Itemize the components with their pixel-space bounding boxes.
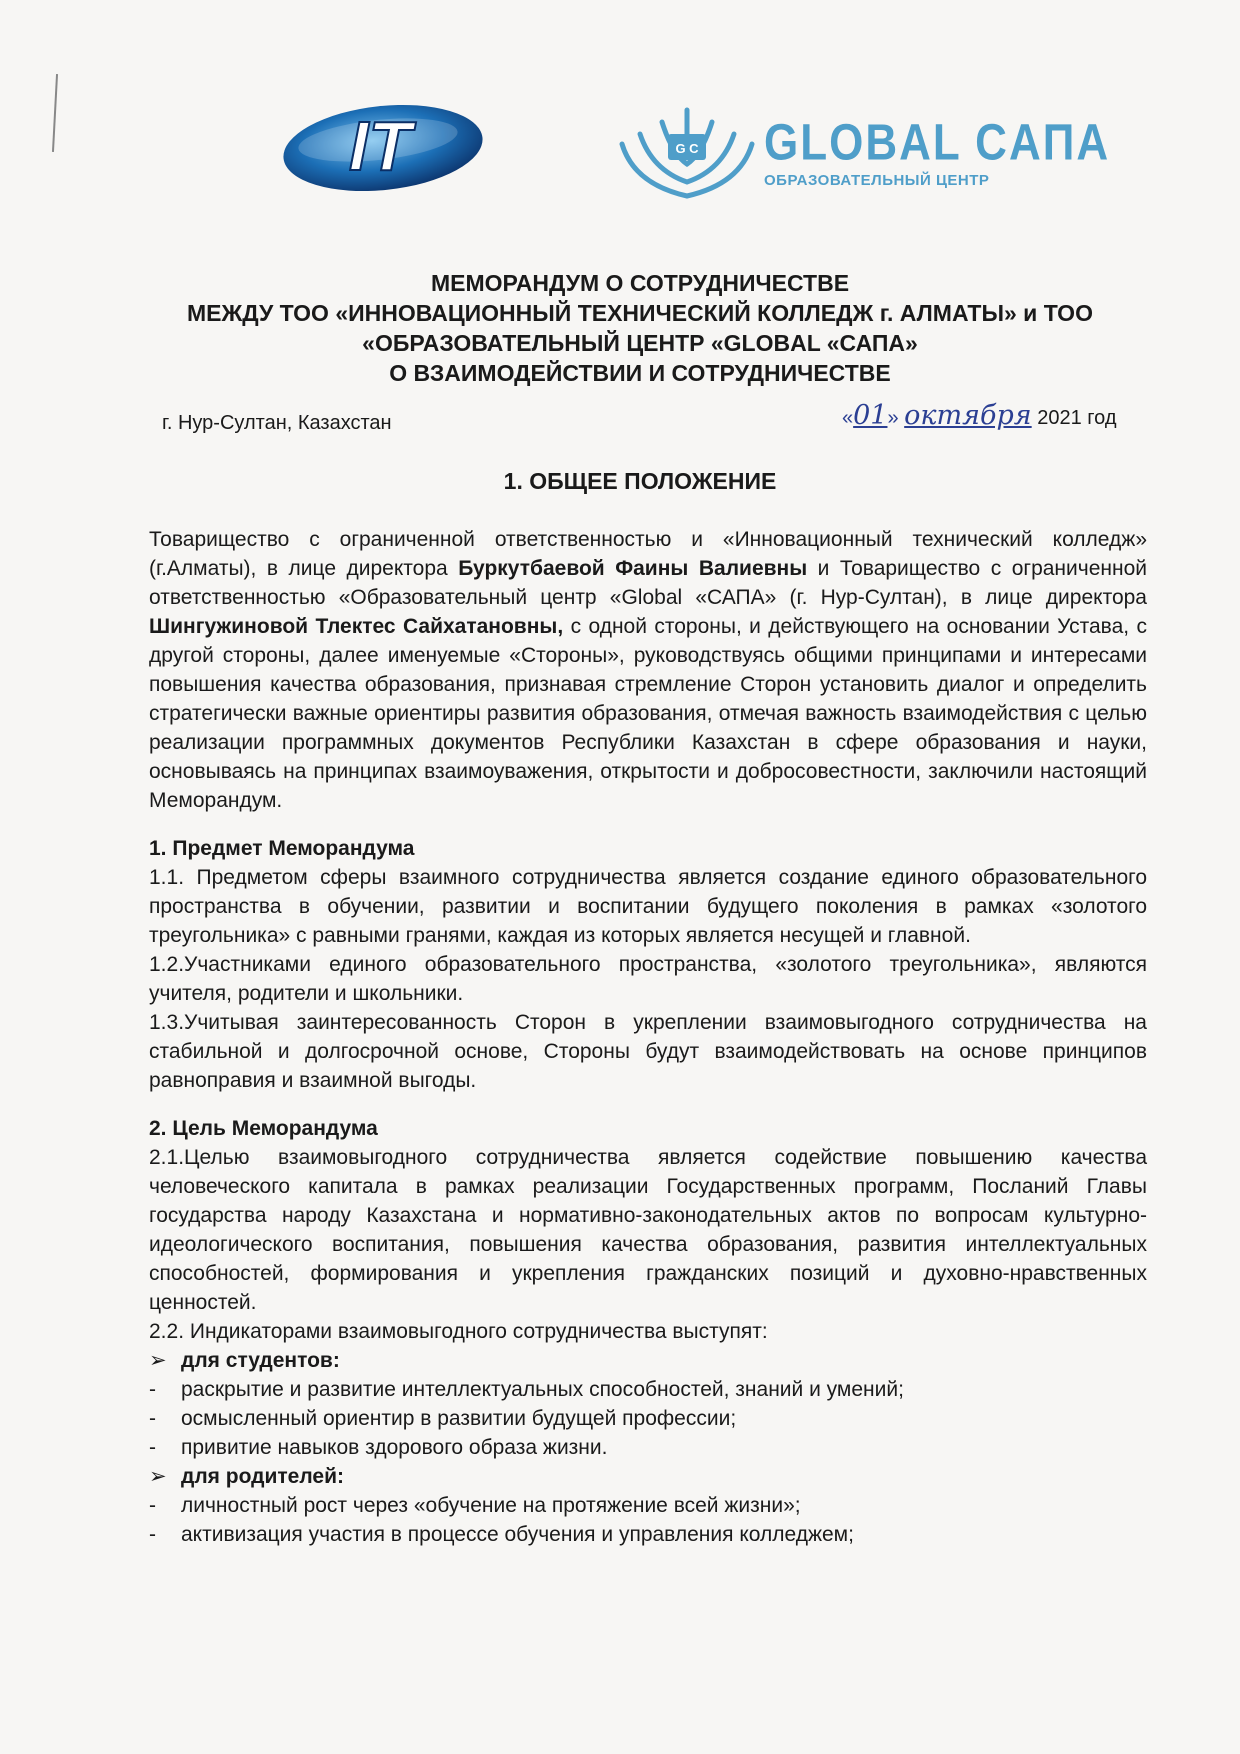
dash-icon: - (149, 1378, 156, 1401)
scan-mark (52, 74, 58, 152)
clause-1-2: 1.2.Участниками единого образовательного пространства, «золотого треугольника», являются учителя, родители и школьники. (149, 953, 1147, 1005)
intro-text-3: с одной стороны, и действующего на основании Устава, с другой стороны, далее именуемые «Стороны», руководствуясь общими принципами и интересами повышения качества образования, признавая стремление Сторон установить диалог и определить стратегически важные ориентиры развития образования, отмечая важность взаимодействия с целью реализации программных документов Республики Казахстан в сфере образования и науки, основываясь на принципах взаимоуважения, открытости и добросовестности, заключили настоящий Меморандум. (149, 615, 1148, 812)
document-body (149, 525, 1147, 1549)
list-item (149, 1520, 1147, 1549)
date-quote-close: » (887, 407, 899, 429)
parent-indicator-2: активизация участия в процессе обучения и управления колледжем; (181, 1523, 854, 1546)
place: г. Нур-Султан, Казахстан (162, 412, 392, 434)
student-indicator-2: осмысленный ориентир в развитии будущей профессии; (181, 1407, 737, 1430)
title-line-2: МЕЖДУ ТОО «ИННОВАЦИОННЫЙ ТЕХНИЧЕСКИЙ КОЛЛЕДЖ г. АЛМАТЫ» и ТОО (187, 300, 1093, 326)
clause-1-1: 1.1. Предметом сферы взаимного сотрудничества является создание единого образовательного пространства в обучении, развитии и воспитании будущего поколения в рамках «золотого треугольника» с равными гранями, каждая из которых является несущей и главной. (149, 866, 1147, 947)
date-month: октября (904, 400, 1032, 431)
list-item (149, 1404, 1147, 1433)
parent-indicator-1: личностный рост через «обучение на протяжение всей жизни»; (181, 1494, 801, 1517)
director-name-1: Буркутбаевой Фаины Валиевны (458, 557, 808, 580)
title-line-3: «ОБРАЗОВАТЕЛЬНЫЙ ЦЕНТР «GLOBAL «САПА» (362, 330, 918, 356)
section-title: 1. ОБЩЕЕ ПОЛОЖЕНИЕ (503, 468, 777, 494)
document-title (120, 268, 1160, 388)
title-line-4: О ВЗАИМОДЕЙСТВИИ И СОТРУДНИЧЕСТВЕ (389, 360, 891, 386)
intro-text-2: и Товарищество с ограниченной ответственностью «Образовательный центр «Global «САПА» (г. Нур-Султан), в лице директора (149, 557, 1147, 609)
global-sapa-subtitle: ОБРАЗОВАТЕЛЬНЫЙ ЦЕНТР (764, 172, 990, 189)
list-item (149, 1375, 1147, 1404)
director-name-2: Шингужиновой Тлектес Сайхатановны, (149, 615, 564, 638)
section-2-heading: 2. Цель Меморандума (149, 1117, 378, 1140)
clause-2-2: 2.2. Индикаторами взаимовыгодного сотрудничества выступят: (149, 1320, 768, 1343)
it-college-logo (278, 98, 488, 198)
intro-paragraph (149, 525, 1147, 815)
arrow-icon: ➢ (149, 1349, 167, 1372)
dash-icon: - (149, 1494, 156, 1517)
arrow-icon: ➢ (149, 1465, 167, 1488)
intro-text-1: Товарищество с ограниченной ответственностью и «Инновационный технический колледж» (г.Алматы), в лице директора (149, 528, 1147, 580)
clause-1-3: 1.3.Учитывая заинтересованность Сторон в укреплении взаимовыгодного сотрудничества на стабильной и долгосрочной основе, Стороны будут взаимодействовать на основе принципов равноправия и взаимной выгоды. (149, 1011, 1147, 1092)
date-year: 2021 год (1037, 407, 1117, 429)
student-indicator-3: привитие навыков здорового образа жизни. (181, 1436, 608, 1459)
dash-icon: - (149, 1436, 156, 1459)
global-sapa-name: GLOBAL CAПA (764, 114, 1111, 171)
date-day: 01 (853, 400, 888, 431)
dash-icon: - (149, 1523, 156, 1546)
dash-icon: - (149, 1407, 156, 1430)
students-heading (149, 1346, 1147, 1375)
clause-2-1: 2.1.Целью взаимовыгодного сотрудничества является содействие повышению качества человеческого капитала в рамках реализации Государственных программ, Посланий Главы государства народу Казахстана и нормативно-законодательных актов по вопросам культурно-идеологического воспитания, повышения качества образования, развития интеллектуальных способностей, формирования и укрепления гражданских позиций и духовно-нравственных ценностей. (149, 1146, 1147, 1314)
date-quote-open: « (842, 407, 854, 429)
parents-heading (149, 1462, 1147, 1491)
students-label: для студентов: (181, 1349, 340, 1372)
parents-label: для родителей: (181, 1465, 344, 1488)
title-line-1: МЕМОРАНДУМ О СОТРУДНИЧЕСТВЕ (430, 270, 850, 296)
date (842, 400, 1117, 431)
it-logo-text: IT (348, 107, 412, 185)
list-item (149, 1433, 1147, 1462)
student-indicator-1: раскрытие и развитие интеллектуальных способностей, знаний и умений; (181, 1378, 904, 1401)
global-sapa-emblem (612, 104, 762, 204)
list-item (149, 1491, 1147, 1520)
section-1-heading: 1. Предмет Меморандума (149, 837, 415, 860)
emblem-letters: G C (675, 141, 699, 156)
